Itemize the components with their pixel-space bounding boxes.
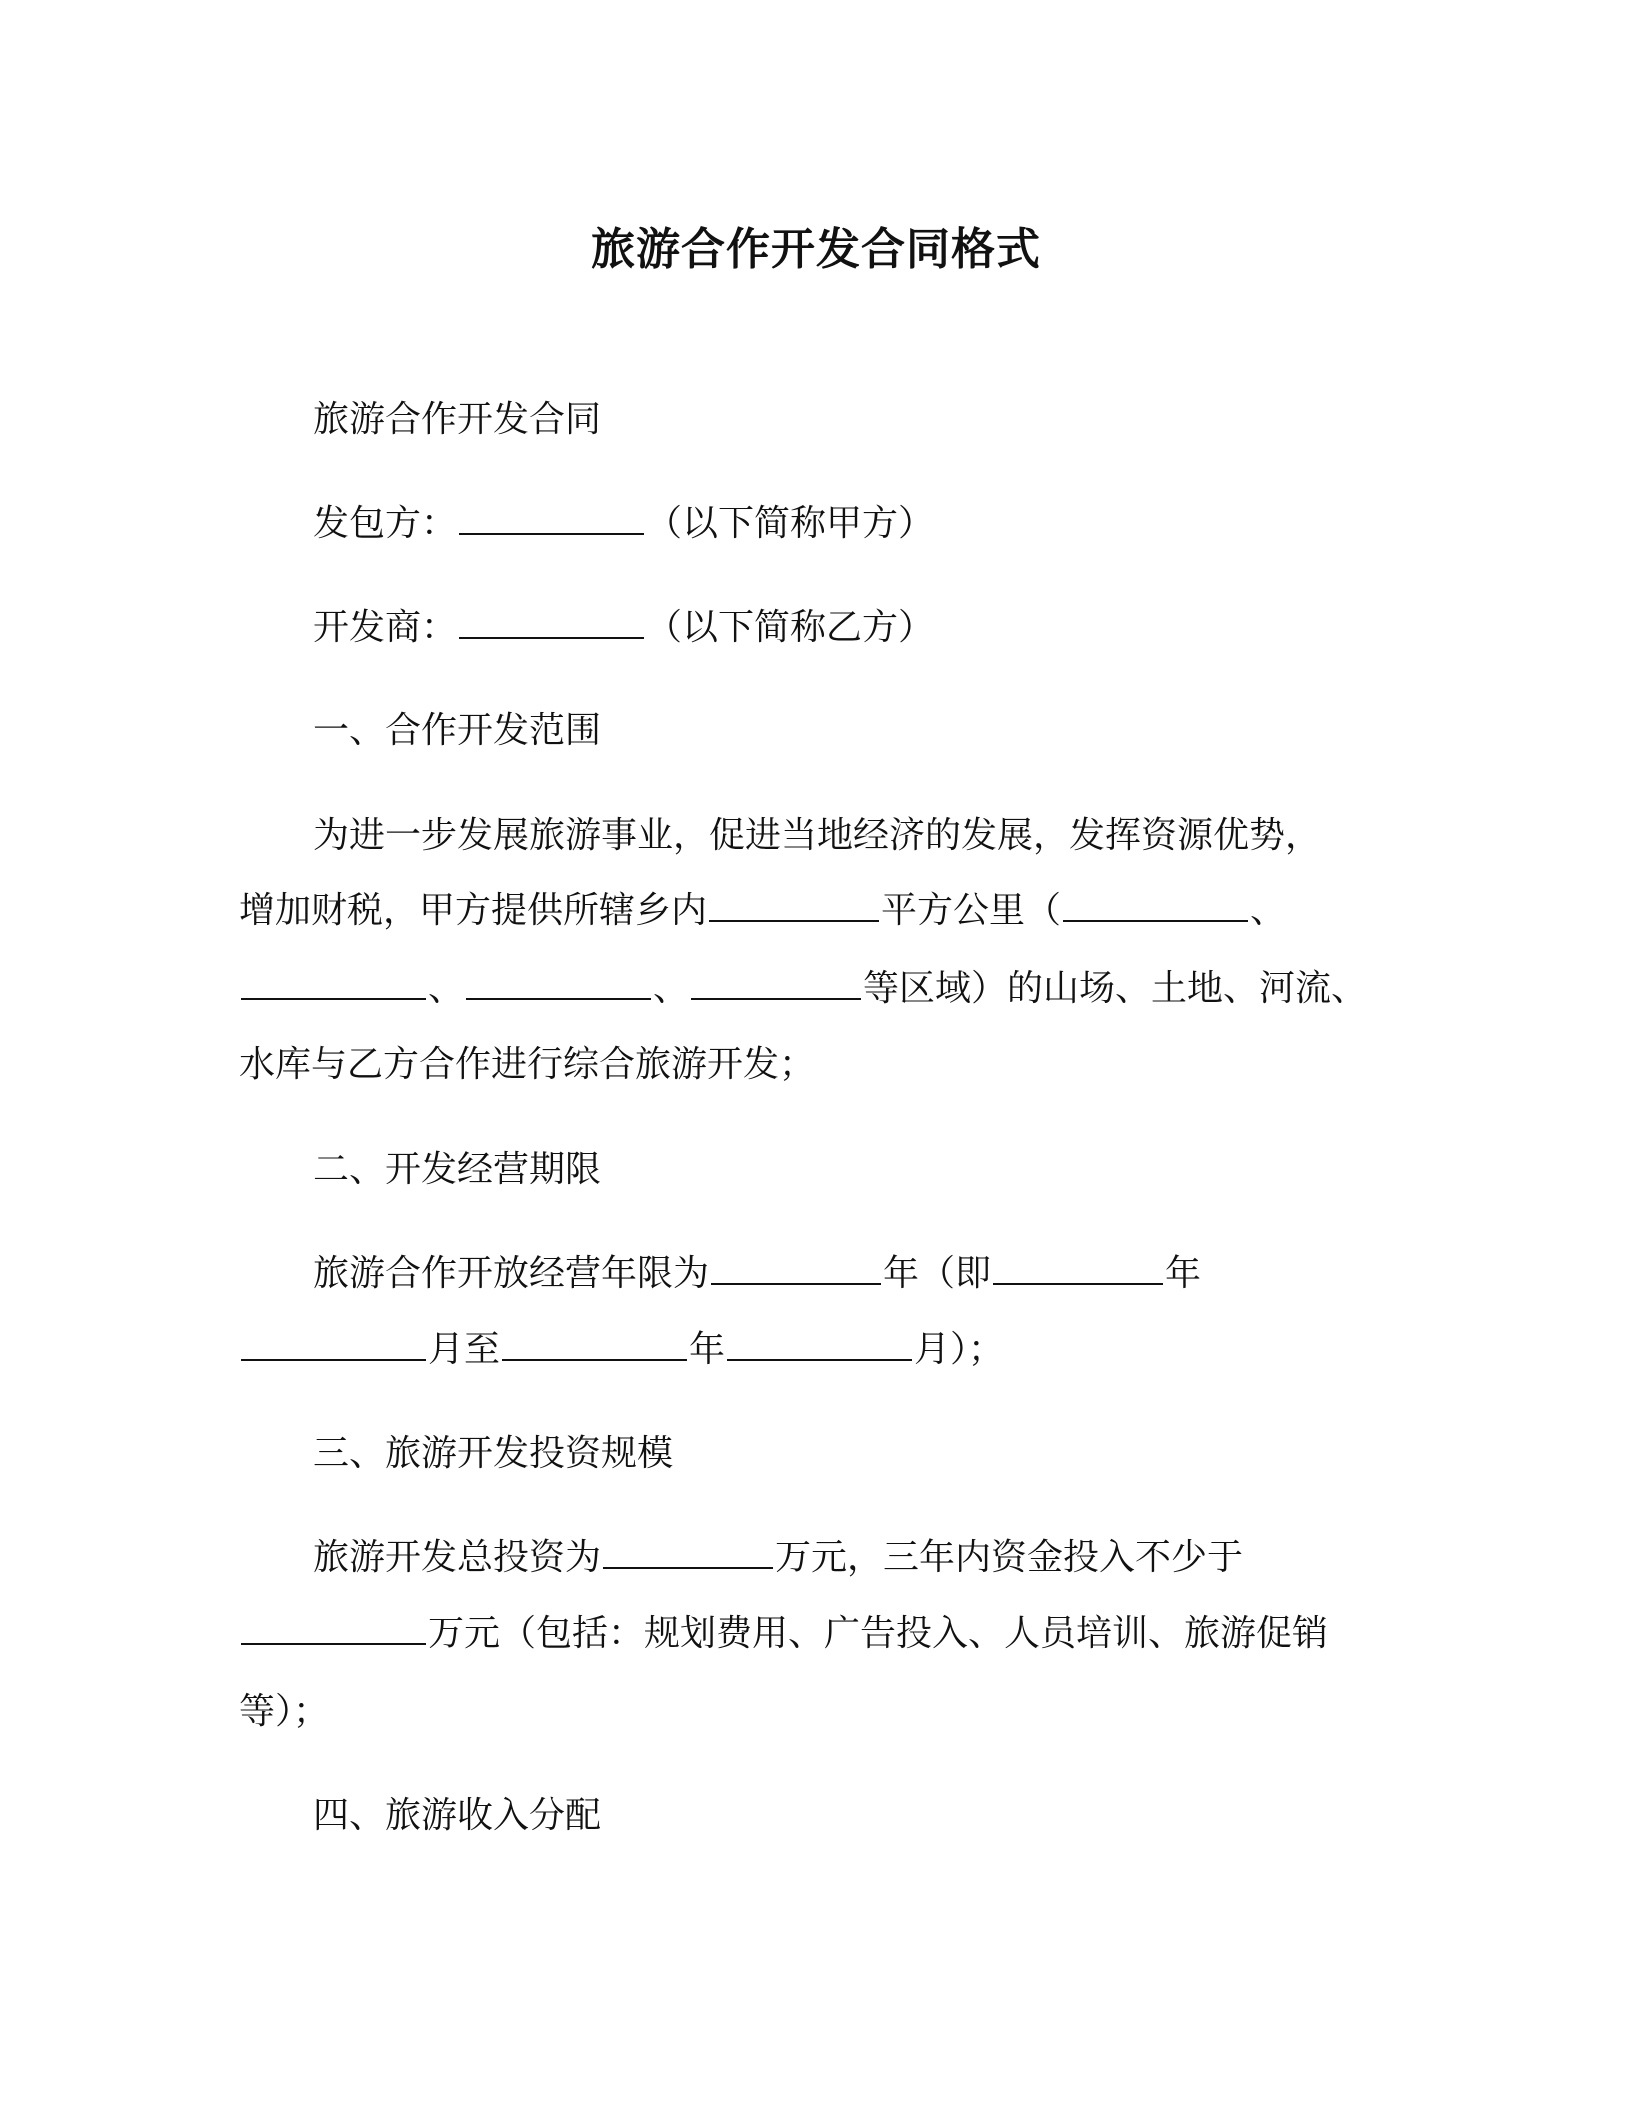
start-year-blank	[993, 1253, 1163, 1285]
section2-line1-c: 年	[1165, 1253, 1202, 1294]
party-b-label: 开发商：	[313, 607, 458, 648]
section3-line3: 等）；	[239, 1691, 330, 1732]
section1-heading: 一、合作开发范围	[313, 710, 602, 751]
section1-line1: 为进一步发展旅游事业，促进当地经济的发展，发挥资源优势，	[313, 815, 1322, 856]
min-investment-blank	[241, 1613, 426, 1645]
party-a-blank	[459, 503, 644, 535]
section2-line2-c: 月）；	[914, 1329, 1005, 1370]
region-blank-3	[466, 968, 651, 1000]
party-a-line	[313, 500, 934, 548]
section1-sep-2: 、	[653, 968, 690, 1009]
start-month-blank	[241, 1329, 426, 1361]
end-month-blank	[727, 1329, 912, 1361]
section2-line2-b: 年	[689, 1329, 726, 1370]
party-b-line	[313, 604, 934, 652]
section1-line2-c: 、	[1250, 890, 1287, 931]
section1-line2	[239, 887, 1286, 935]
party-a-label: 发包方：	[313, 503, 458, 544]
section3-line2-text: 万元（包括：规划费用、广告投入、人员培训、旅游促销	[428, 1613, 1329, 1654]
section3-heading: 三、旅游开发投资规模	[313, 1433, 674, 1474]
section1-line3-end: 等区域）的山场、土地、河流、	[863, 968, 1368, 1009]
section1-line4: 水库与乙方合作进行综合旅游开发；	[239, 1044, 816, 1085]
section1-line2-b: 平方公里（	[881, 890, 1062, 931]
section4-heading: 四、旅游收入分配	[313, 1795, 602, 1836]
region-blank-2	[241, 968, 426, 1000]
area-blank	[709, 890, 879, 922]
section3-line2	[239, 1610, 1328, 1658]
document-title: 旅游合作开发合同格式	[591, 224, 1041, 275]
section2-line2	[239, 1326, 1004, 1374]
party-b-note: （以下简称乙方）	[646, 607, 935, 648]
section1-line3	[239, 965, 1367, 1013]
section3-line1-b: 万元，三年内资金投入不少于	[775, 1537, 1244, 1578]
party-a-note: （以下简称甲方）	[646, 503, 935, 544]
section3-line1	[313, 1534, 1243, 1582]
term-years-blank	[711, 1253, 881, 1285]
section2-line1-b: 年（即	[883, 1253, 992, 1294]
end-year-blank	[502, 1329, 687, 1361]
section1-line2-a: 增加财税，甲方提供所辖乡内	[239, 890, 708, 931]
contract-subtitle: 旅游合作开发合同	[313, 399, 602, 440]
section1-sep-1: 、	[428, 968, 465, 1009]
section2-line2-a: 月至	[428, 1329, 501, 1370]
party-b-blank	[459, 607, 644, 639]
region-blank-1	[1063, 890, 1248, 922]
section3-line1-a: 旅游开发总投资为	[313, 1537, 602, 1578]
region-blank-4	[691, 968, 861, 1000]
section2-line1	[313, 1250, 1201, 1298]
section2-heading: 二、开发经营期限	[313, 1149, 602, 1190]
total-investment-blank	[603, 1537, 773, 1569]
section2-line1-a: 旅游合作开放经营年限为	[313, 1253, 710, 1294]
